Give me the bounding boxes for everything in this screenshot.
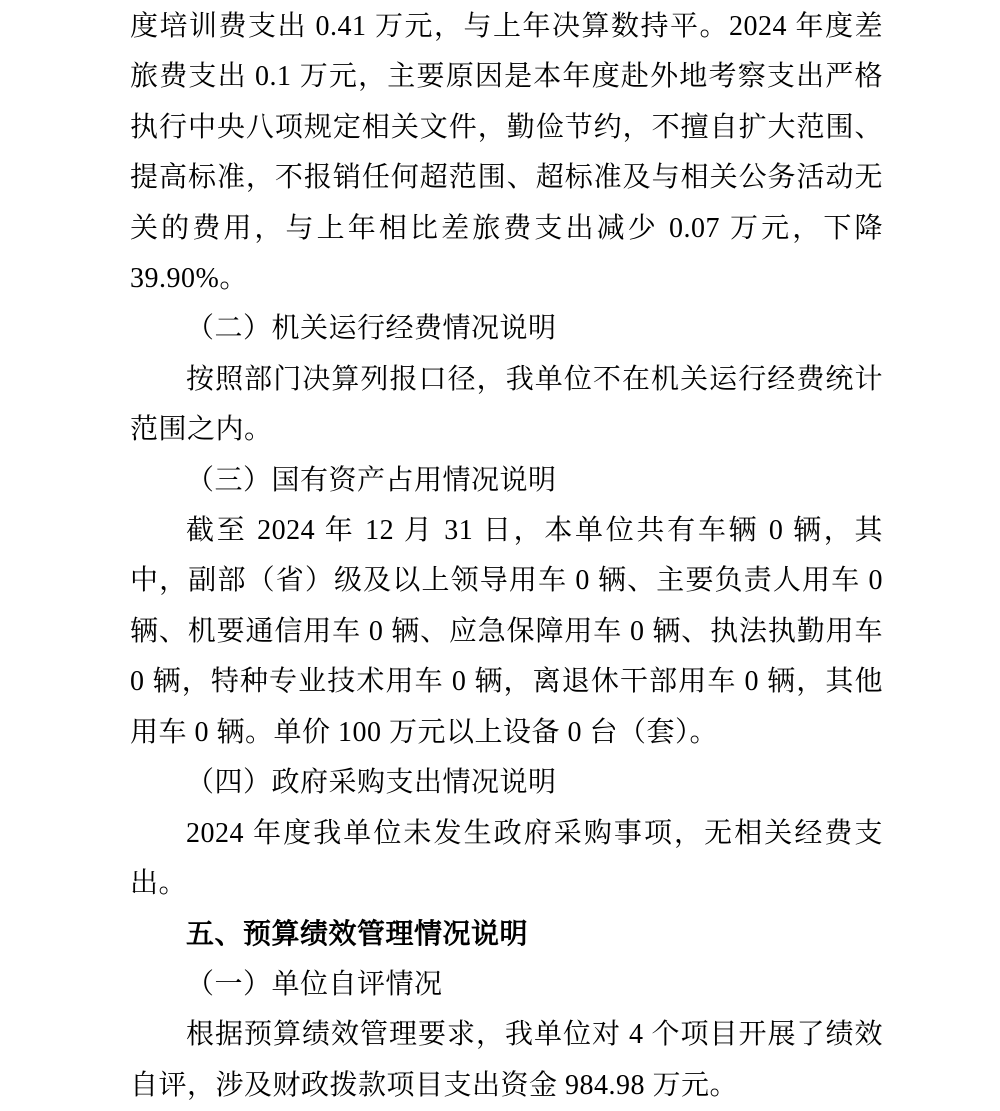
paragraph-unit-self-evaluation: 根据预算绩效管理要求，我单位对 4 个项目开展了绩效自评，涉及财政拨款项目支出资金 984.98 万元。 [130, 1019, 883, 1101]
paragraph-org-operating-expense: 按照部门决算列报口径，我单位不在机关运行经费统计范围之内。 [130, 363, 883, 446]
heading-budget-performance-management: 五、预算绩效管理情况说明 [186, 918, 529, 950]
heading-gov-procurement: （四）政府采购支出情况说明 [186, 767, 557, 799]
paragraph-gov-procurement: 2024 年度我单位未发生政府采购事项，无相关经费支出。 [130, 817, 883, 899]
heading-org-operating-expense: （二）机关运行经费情况说明 [186, 313, 557, 345]
heading-unit-self-evaluation: （一）单位自评情况 [186, 968, 443, 1000]
heading-state-assets-usage: （三）国有资产占用情况说明 [186, 464, 557, 496]
paragraph-training-travel-expense: 度培训费支出 0.41 万元，与上年决算数持平。2024 年度差旅费支出 0.1 万元，主要原因是本年度赴外地考察支出严格执行中央八项规定相关文件，勤俭节约，不擅自扩大范围、提高标准，不报销任何超范围、超标准及与相关公务活动无关的费用，与上年相比差旅费支出减少 0.07 万元，下降 39.90%。 [130, 11, 883, 295]
paragraph-state-assets-usage: 截至 2024 年 12 月 31 日，本单位共有车辆 0 辆，其中，副部（省）级及以上领导用车 0 辆、主要负责人用车 0 辆、机要通信用车 0 辆、应急保障用车 0 辆、执法执勤用车 0 辆，特种专业技术用车 0 辆，离退休干部用车 0 辆，其他用车 0 辆。单价 100 万元以上设备 0 台（套）。 [130, 515, 883, 748]
